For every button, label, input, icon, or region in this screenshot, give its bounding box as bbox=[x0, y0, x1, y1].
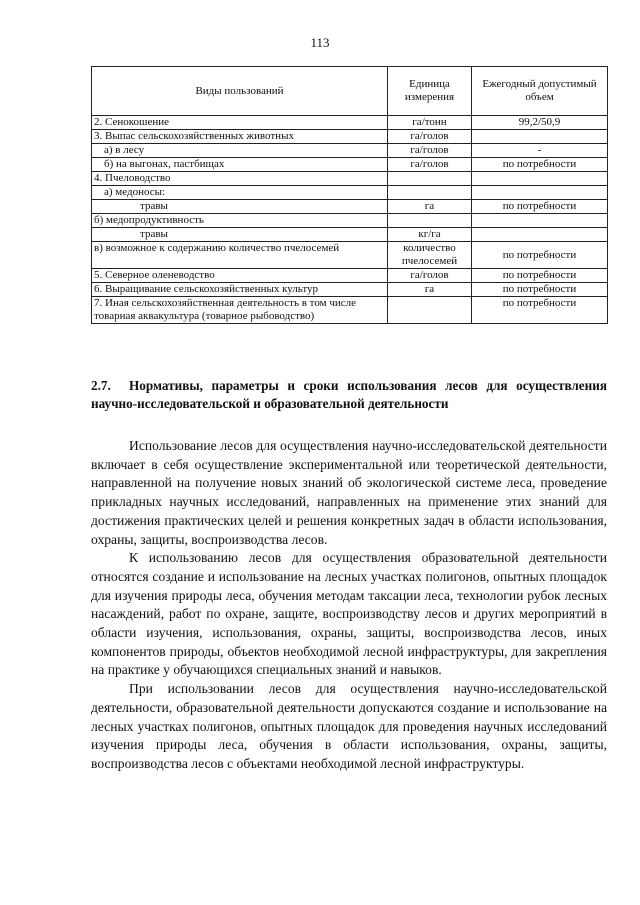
usage-type-label: Выпас сельскохозяйственных животных bbox=[105, 130, 294, 142]
usage-type-label: в) возможное к содержанию количество пчелосемей bbox=[94, 242, 340, 254]
usage-type-cell bbox=[92, 228, 388, 242]
body-text bbox=[91, 437, 607, 774]
forest-usage-table bbox=[91, 66, 608, 324]
volume-cell bbox=[472, 130, 608, 144]
volume-cell: 99,2/50,9 bbox=[472, 116, 608, 130]
usage-type-label: а) медоносы: bbox=[104, 186, 166, 198]
usage-type-cell bbox=[92, 172, 388, 186]
paragraph: При использовании лесов для осуществления научно-исследовательской деятельности, образовательной деятельности допускаются создание и использование на лесных участках полигонов, опытных площадок для проведения научных исследований изучения природы леса, обучения в области использования, охраны, защиты, воспроизводства лесов с объектами необходимой лесной инфраструктуры. bbox=[91, 681, 607, 771]
usage-type-label: б) медопродуктивность bbox=[94, 214, 204, 226]
table-row bbox=[92, 214, 608, 228]
usage-type-cell bbox=[92, 297, 388, 324]
table-row bbox=[92, 172, 608, 186]
unit-cell: га/голов bbox=[388, 144, 472, 158]
unit-cell: га/голов bbox=[388, 269, 472, 283]
volume-cell bbox=[472, 172, 608, 186]
section-heading bbox=[91, 377, 607, 413]
row-number: 4. bbox=[94, 172, 103, 184]
volume-cell: - bbox=[472, 144, 608, 158]
unit-cell bbox=[388, 214, 472, 228]
row-number: 6. bbox=[94, 283, 103, 295]
volume-cell: по потребности bbox=[472, 158, 608, 172]
usage-type-cell bbox=[92, 269, 388, 283]
usage-type-cell bbox=[92, 158, 388, 172]
unit-cell bbox=[388, 172, 472, 186]
volume-cell: по потребности bbox=[472, 297, 608, 324]
unit-cell: га/голов bbox=[388, 130, 472, 144]
usage-type-label: Северное оленеводство bbox=[105, 269, 215, 281]
usage-type-label: б) на выгонах, пастбищах bbox=[104, 158, 225, 170]
usage-type-cell bbox=[92, 242, 388, 269]
usage-type-cell bbox=[92, 144, 388, 158]
table-row bbox=[92, 116, 608, 130]
table-row bbox=[92, 242, 608, 269]
usage-type-label: травы bbox=[140, 228, 168, 240]
row-number: 2. bbox=[94, 116, 103, 128]
usage-type-cell bbox=[92, 186, 388, 200]
volume-cell bbox=[472, 186, 608, 200]
unit-cell: га/голов bbox=[388, 158, 472, 172]
paragraph: Использование лесов для осуществления научно-исследовательской деятельности включает в себя осуществление экспериментальной или теоретической деятельности, направленной на получение новых знаний об экологической системе леса, проведение прикладных научных исследований, направленных на применение этих знаний для достижения практических целей и решения конкретных задач в области использования, охраны, защиты, воспроизводства лесов. bbox=[91, 438, 607, 547]
header-unit: Единица измерения bbox=[388, 67, 472, 116]
paragraph: К использованию лесов для осуществления образовательной деятельности относятся создание и использование на лесных участках полигонов, опытных площадок для изучения природы леса, обучения методам таксации леса, технологии рубок лесных насаждений, работ по охране, защите, воспроизводству лесов и других мероприятий в области изучения, использования, охраны, защиты, воспроизводства лесов, иных компонентов природы, объектов необходимой лесной инфраструктуры, для закрепления на практике у обучающихся специальных знаний и навыков. bbox=[91, 550, 607, 678]
table-row bbox=[92, 200, 608, 214]
volume-cell: по потребности bbox=[472, 283, 608, 297]
section-title: Нормативы, параметры и сроки использования лесов для осуществления научно-исследовательской и образовательной деятельности bbox=[91, 378, 607, 411]
header-usage-type: Виды пользований bbox=[92, 67, 388, 116]
usage-type-label: а) в лесу bbox=[104, 144, 145, 156]
table-row bbox=[92, 186, 608, 200]
usage-type-label: Сенокошение bbox=[105, 116, 170, 128]
usage-type-label: травы bbox=[140, 200, 168, 212]
row-number: 7. bbox=[94, 297, 103, 309]
usage-type-label: Иная сельскохозяйственная деятельность в том числе товарная аквакультура (товарное рыбоводство) bbox=[94, 297, 356, 322]
usage-type-label: Выращивание сельскохозяйственных культур bbox=[105, 283, 319, 295]
table-row bbox=[92, 158, 608, 172]
usage-type-label: Пчеловодство bbox=[105, 172, 171, 184]
unit-cell: количество пчелосемей bbox=[388, 242, 472, 269]
usage-type-cell bbox=[92, 116, 388, 130]
unit-cell: га bbox=[388, 200, 472, 214]
volume-cell: по потребности bbox=[472, 242, 608, 269]
unit-cell: га bbox=[388, 283, 472, 297]
usage-type-cell bbox=[92, 283, 388, 297]
row-number: 3. bbox=[94, 130, 103, 142]
table-row bbox=[92, 283, 608, 297]
usage-type-cell bbox=[92, 200, 388, 214]
unit-cell bbox=[388, 297, 472, 324]
volume-cell bbox=[472, 214, 608, 228]
header-annual-volume: Ежегодный допустимый объем bbox=[472, 67, 608, 116]
usage-type-cell bbox=[92, 214, 388, 228]
table-row bbox=[92, 130, 608, 144]
unit-cell: га/тонн bbox=[388, 116, 472, 130]
page-number: 113 bbox=[310, 35, 330, 50]
table-row bbox=[92, 228, 608, 242]
section-number: 2.7. bbox=[91, 378, 111, 393]
usage-type-cell bbox=[92, 130, 388, 144]
unit-cell bbox=[388, 186, 472, 200]
table-row bbox=[92, 269, 608, 283]
unit-cell: кг/га bbox=[388, 228, 472, 242]
volume-cell bbox=[472, 228, 608, 242]
table-header-row bbox=[92, 67, 608, 116]
volume-cell: по потребности bbox=[472, 269, 608, 283]
table-row bbox=[92, 297, 608, 324]
row-number: 5. bbox=[94, 269, 103, 281]
table-row bbox=[92, 144, 608, 158]
volume-cell: по потребности bbox=[472, 200, 608, 214]
